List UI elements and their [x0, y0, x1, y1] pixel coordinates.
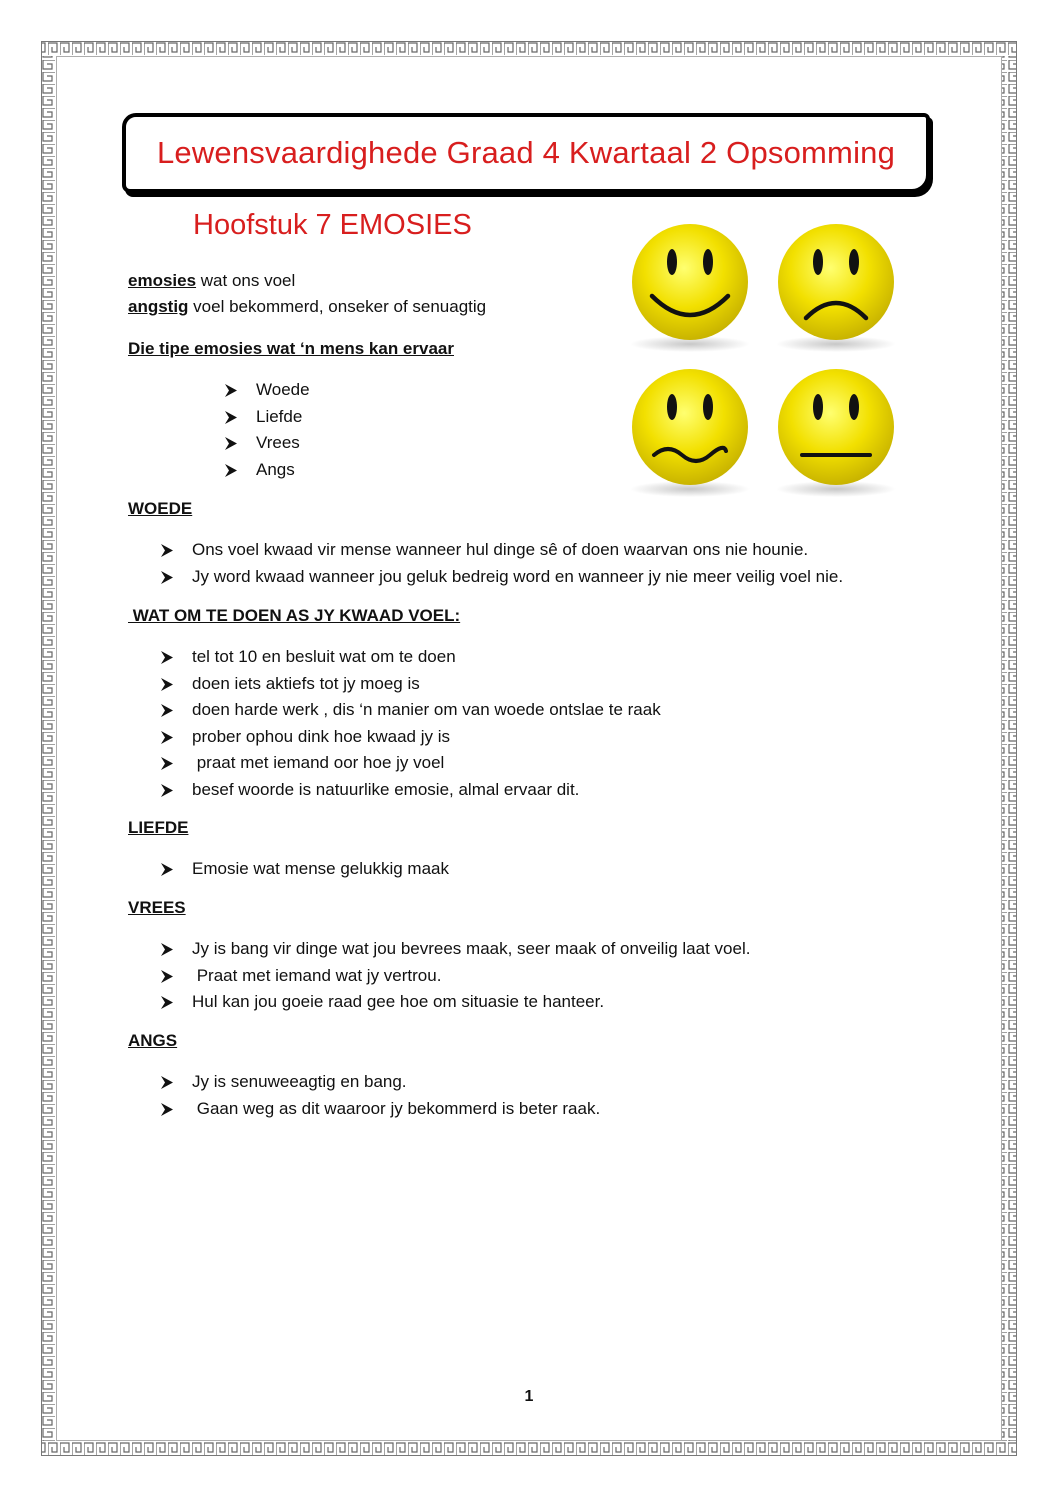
- arrow-bullet-icon: [160, 784, 174, 797]
- title-box: [122, 113, 930, 193]
- document-title: Lewensvaardighede Graad 4 Kwartaal 2 Opsomming: [156, 135, 896, 170]
- section-heading-angs: ANGS: [128, 1031, 178, 1050]
- section-heading-vrees: VREES: [128, 898, 186, 917]
- types-list: [224, 377, 310, 483]
- chapter-title: Hoofstuk 7 EMOSIES: [193, 209, 472, 241]
- arrow-bullet-icon: [160, 1076, 174, 1089]
- list-item: Ons voel kwaad vir mense wanneer hul dinge sê of doen waarvan ons nie hounie.: [160, 537, 843, 564]
- section-heading-woede: WOEDE: [128, 499, 193, 518]
- neutral-face-icon: [776, 369, 896, 497]
- list-item: Woede: [224, 377, 310, 404]
- list-item: doen harde werk , dis ‘n manier om van woede ontslae te raak: [160, 697, 661, 724]
- list-item: doen iets aktiefs tot jy moeg is: [160, 671, 661, 698]
- happy-face-icon: [630, 224, 750, 352]
- list-item: Jy word kwaad wanneer jou geluk bedreig word en wanneer jy nie meer veilig voel nie.: [160, 564, 843, 591]
- arrow-bullet-icon: [160, 731, 174, 744]
- list-item: Vrees: [224, 430, 310, 457]
- arrow-bullet-icon: [160, 996, 174, 1009]
- woede-list: [160, 537, 843, 590]
- list-item: Jy is senuweeagtig en bang.: [160, 1069, 600, 1096]
- arrow-bullet-icon: [160, 943, 174, 956]
- arrow-bullet-icon: [160, 544, 174, 557]
- page-number: 1: [524, 1388, 534, 1405]
- arrow-bullet-icon: [160, 704, 174, 717]
- list-item: prober ophou dink hoe kwaad jy is: [160, 724, 661, 751]
- arrow-bullet-icon: [160, 651, 174, 664]
- wat-om-te-doen-list: [160, 644, 661, 803]
- list-item: Hul kan jou goeie raad gee hoe om situasie te hanteer.: [160, 989, 750, 1016]
- vrees-list: [160, 936, 750, 1016]
- arrow-bullet-icon: [224, 411, 238, 424]
- list-item: Liefde: [224, 404, 310, 431]
- arrow-bullet-icon: [160, 1103, 174, 1116]
- list-item: Praat met iemand wat jy vertrou.: [160, 963, 750, 990]
- types-heading: Die tipe emosies wat ‘n mens kan ervaar: [128, 339, 454, 358]
- definition-angstig: angstig voel bekommerd, onseker of senuagtig: [128, 297, 487, 316]
- arrow-bullet-icon: [224, 464, 238, 477]
- arrow-bullet-icon: [160, 678, 174, 691]
- list-item: Angs: [224, 457, 310, 484]
- arrow-bullet-icon: [224, 437, 238, 450]
- section-heading-wat-om-te-doen: WAT OM TE DOEN AS JY KWAAD VOEL:: [128, 606, 461, 625]
- arrow-bullet-icon: [160, 970, 174, 983]
- emotion-faces-illustration: [622, 218, 912, 503]
- list-item: Jy is bang vir dinge wat jou bevrees maak, seer maak of onveilig laat voel.: [160, 936, 750, 963]
- angs-list: [160, 1069, 600, 1122]
- wavy-mouth-face-icon: [630, 369, 750, 497]
- sad-face-icon: [776, 224, 896, 352]
- definition-emosies: emosies wat ons voel: [128, 271, 296, 290]
- list-item: Gaan weg as dit waaroor jy bekommerd is beter raak.: [160, 1096, 600, 1123]
- arrow-bullet-icon: [160, 757, 174, 770]
- arrow-bullet-icon: [224, 384, 238, 397]
- list-item: besef woorde is natuurlike emosie, almal ervaar dit.: [160, 777, 661, 804]
- list-item: Emosie wat mense gelukkig maak: [160, 856, 449, 883]
- arrow-bullet-icon: [160, 571, 174, 584]
- list-item: praat met iemand oor hoe jy voel: [160, 750, 661, 777]
- list-item: tel tot 10 en besluit wat om te doen: [160, 644, 661, 671]
- arrow-bullet-icon: [160, 863, 174, 876]
- liefde-list: [160, 856, 449, 883]
- section-heading-liefde: LIEFDE: [128, 818, 189, 837]
